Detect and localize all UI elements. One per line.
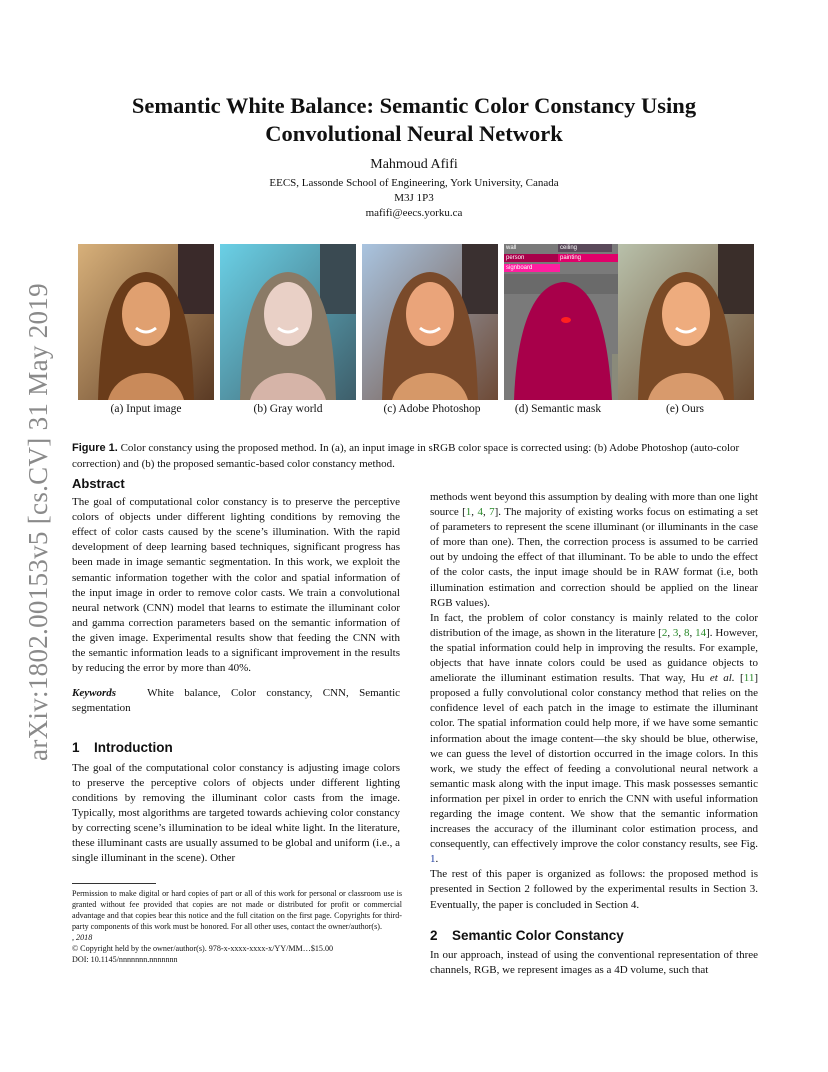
citation-link[interactable]: 3 <box>672 626 679 639</box>
text-run: , <box>667 626 673 639</box>
text-run: , <box>471 506 478 519</box>
keywords <box>72 686 400 716</box>
text-run: , <box>482 506 490 519</box>
citation-link[interactable]: 11 <box>743 672 755 685</box>
text-run: methods went beyond this assumption by dealing with more than one light source [ <box>430 491 758 519</box>
right-column <box>430 490 758 913</box>
input-image <box>78 244 214 400</box>
text-run: ]. The majority of existing works focus on estimating a set of parameters to represent the scene illuminant (or illuminants in the case of more than one). Then, the correction process is assumed to be carried out by undoing the effect of that illuminant. To be able to undo the effect of the color casts, the input image should be in RAW format (i.e, both illumination estimation and correction should be applied on the linear RGB values). <box>430 506 759 609</box>
footnote-rule <box>72 883 156 884</box>
citation-link[interactable]: 2 <box>661 626 668 639</box>
section-2-title: Semantic Color Constancy <box>452 928 624 943</box>
figure-label: Figure 1. <box>72 442 118 454</box>
figure-1-caption <box>72 440 760 472</box>
left-column <box>72 476 400 866</box>
author-email: mafifi@eecs.yorku.ca <box>365 207 463 219</box>
citation-link[interactable]: 1 <box>465 506 472 519</box>
et-al: et al. <box>709 672 735 685</box>
text-run: , <box>678 626 685 639</box>
figure-ref-link[interactable]: 1 <box>430 853 436 866</box>
right-paragraph-3: The rest of this paper is organized as follows: the proposed method is presented in Section 2 followed by the experimental results in Section 3. Eventually, the paper is concluded in Section 4. <box>430 868 758 911</box>
section-2-heading <box>430 928 624 943</box>
keywords-text: White balance, Color constancy, CNN, Semantic segmentation <box>72 687 401 715</box>
text-run: ]. However, the spatial information could help in improving the results. For example, objects that have innate colors could be used as guidance objects to ameliorate the illuminant estimation results. That way, Hu <box>430 626 759 685</box>
abstract-text: The goal of computational color constancy is to preserve the perceptive colors of objects under different lighting conditions by removing the effect of color casts caused by the scene’s illumination. With the rapid development of deep learning based techniques, significant progress has been made in image semantic segmentation. In this work, we exploit the semantic information together with the color and spatial information of the input image in order to remove color casts. We train a convolutional neural network (CNN) model that learns to estimate the illuminant color and gamma correction parameters based on the semantic information of the given image. Experimental results show that feeding the CNN with the semantic information leads to a significant improvement in the results by reducing the error by more than 40%. <box>72 496 400 675</box>
mask-label-signboard: signboard <box>504 264 560 272</box>
right-paragraph-2 <box>430 611 758 868</box>
citation-link[interactable]: 4 <box>477 506 483 519</box>
doi-line: DOI: 10.1145/nnnnnnn.nnnnnnn <box>72 955 178 964</box>
right-paragraph-1 <box>430 490 758 611</box>
permission-text: Permission to make digital or hard copies of part or all of this work for personal or classroom use is granted without fee provided that copies are not made or distributed for profit or commercial advantage and that copies bear this notice and the full citation on the first page. Copyrights for third-party components of this work must be honored. For all other uses, contact the owner/author(s). <box>72 889 402 931</box>
mask-label-painting: painting <box>558 254 640 262</box>
paper-title <box>60 92 768 148</box>
mask-label-person: person <box>504 254 560 262</box>
abstract-heading: Abstract <box>72 476 125 491</box>
section-2-number: 2 <box>430 928 438 943</box>
mask-label-ceiling: ceiling <box>558 244 612 252</box>
footnote-year: , 2018 <box>72 933 93 942</box>
intro-heading <box>72 740 400 755</box>
citation-link[interactable]: 14 <box>695 626 707 639</box>
section-2-text: In our approach, instead of using the conventional representation of three channels, RGB, we represent images as a 4D volume, such that <box>430 949 758 977</box>
text-run: ] proposed a fully convolutional color constancy method that relies on the confidence level of each patch in the image to estimate the illuminant color. The spatial information could help more, if we have some semantic information about the image content—the sky should be blue, otherwise, we can guess the level of distortion occurred in the image colors. In this work, we study the effect of feeding a convolutional neural network a semantic mask along with the input image. This mask possesses semantic information per pixel in order to enrich the CNN with useful information regarding the image content. We show that the semantic information increases the accuracy of the illuminant color estimation process, and consequently, can effectively improve the color constancy results, see Fig. <box>430 672 758 851</box>
keywords-label: Keywords <box>72 687 116 700</box>
copyright-footnote <box>72 888 402 965</box>
photoshop-image <box>362 244 498 400</box>
figure-1-images <box>78 244 754 400</box>
subcaption-c: (c) Adobe Photoshop <box>383 403 481 415</box>
text-run: [ <box>734 672 744 685</box>
text-run: . <box>435 853 439 866</box>
text-run: , <box>689 626 696 639</box>
intro-number: 1 <box>72 740 80 756</box>
arxiv-side-stamp: arXiv:1802.00153v5 [cs.CV] 31 May 2019 <box>23 283 53 761</box>
title-line-1: Semantic White Balance: Semantic Color Constancy Using <box>131 93 697 118</box>
text-run: In fact, the problem of color constancy is mainly related to the color distribution of the image, as shown in the literature [ <box>430 611 758 639</box>
figure-caption-text: Color constancy using the proposed method. In (a), an input image in sRGB color space is corrected using: (b) Adobe Photoshop (auto-color correction) and (b) the proposed semantic-based color constancy method. <box>72 442 740 470</box>
affiliation-line-1: EECS, Lassonde School of Engineering, York University, Canada <box>269 177 559 189</box>
subcaption-a: (a) Input image <box>110 403 182 415</box>
title-line-2: Convolutional Neural Network <box>265 121 563 146</box>
intro-text: The goal of the computational color constancy is adjusting image colors to preserve the perceptive colors of objects under different lighting conditions by removing the illuminant color casts from the image. Typically, most algorithms are targeted towards achieving color constancy by correcting scene’s illumination to be ideal white light. In the literature, these illuminant casts are usually assumed to be global and uniform (i.e., a single illuminant in the scene). Other <box>72 761 400 865</box>
author-name: Mahmoud Afifi <box>370 157 458 172</box>
subcaption-b: (b) Gray world <box>253 403 323 415</box>
mask-label-wall: wall <box>504 244 560 252</box>
affiliation-line-2: M3J 1P3 <box>394 192 434 204</box>
subcaption-d: (d) Semantic mask <box>514 403 602 415</box>
ours-image <box>618 244 754 400</box>
gray-world-image <box>220 244 356 400</box>
citation-link[interactable]: 8 <box>684 626 690 639</box>
subcaption-e: (e) Ours <box>666 403 704 415</box>
citation-link[interactable]: 7 <box>489 506 495 519</box>
copyright-line: © Copyright held by the owner/author(s). 978-x-xxxx-xxxx-x/YY/MM…$15.00 <box>72 944 334 953</box>
intro-title: Introduction <box>94 740 173 756</box>
